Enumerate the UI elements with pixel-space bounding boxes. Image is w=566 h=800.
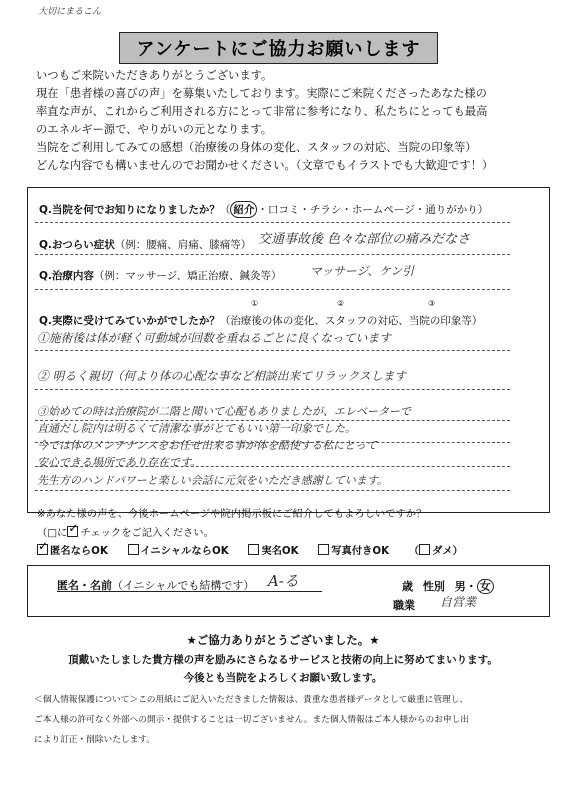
closing-line-1: 頂戴いたしました貴方様の声を励みにさらなるサービスと技術の向上に努めてまいります。: [68, 654, 498, 666]
q4-answer-line-5[interactable]: 今では体のメンテナンスをお任せ出来る事が体を酷使する私にとって: [37, 439, 377, 452]
q4-answer-line-4[interactable]: 直通だし院内は明るくて清潔な事がとてもいい第一印象でした。: [37, 422, 356, 435]
occupation-label: 職業: [393, 599, 415, 612]
consent-option-initials[interactable]: イニシャルならOK: [128, 545, 229, 557]
q3-answer[interactable]: マッサージ、ケン引: [310, 264, 414, 278]
consent-option-photo[interactable]: 写真付きOK: [318, 545, 389, 557]
title-banner: [119, 32, 438, 64]
q4-experience: [39, 313, 482, 328]
q4-rule-2: [35, 389, 510, 390]
name-underline: [57, 591, 322, 592]
q1-rule: [35, 222, 510, 223]
corner-handwritten-note: 大切にまるこん: [38, 7, 102, 17]
checkbox-icon[interactable]: [419, 544, 430, 555]
page-title: アンケートにご協力お願いします: [136, 39, 421, 60]
checkbox-icon[interactable]: [248, 544, 259, 555]
q4-label: Q.実際に受けてみていかがでしたか？: [39, 315, 220, 327]
q4-rule-4: [35, 442, 510, 443]
age-label: 歳: [402, 580, 413, 593]
consent-question: ※あなた様の声を、今後ホームページや院内掲示板にご紹介してもよろしいですか？: [37, 508, 427, 520]
q4-rule-1: [35, 350, 510, 351]
q1-selected-option[interactable]: 紹介: [230, 201, 257, 218]
age-gender-field: 歳 性別 男・ 女: [402, 578, 494, 594]
q1-options: ・口コミ・チラシ・ホームページ・通りがかり）: [257, 204, 489, 216]
q2-rule: [35, 254, 510, 255]
q4-rule-3: [35, 420, 510, 421]
closing-line-2: 今後とも当院をよろしくお願い致します。: [183, 672, 383, 684]
consent-option-realname[interactable]: 実名OK: [248, 545, 298, 557]
intro-line-1: いつもご来院いただきありがとうございます。: [36, 69, 273, 82]
q4-answer-line-7[interactable]: 先生方のハンドパワーと楽しい会話に元気をいただき感謝しています。: [37, 474, 388, 487]
intro-line-3: 率直な声が、これからご利用される方にとって非常に参考になり、私たちにとっても最高: [36, 105, 488, 118]
name-label: 匿名・名前: [57, 579, 112, 592]
consent-option-anonymous[interactable]: ✓匿名ならOK: [37, 545, 108, 557]
q3-treatment: [39, 268, 281, 283]
q4-rule-6: [35, 490, 510, 491]
consent-options: [37, 542, 463, 557]
privacy-line-1: ＜個人情報保護について＞この用紙にご記入いただきました情報は、貴重な患者様データとして厳重に管理し、: [34, 695, 469, 705]
gender-male[interactable]: 男: [454, 580, 466, 593]
q3-rule: [35, 289, 510, 290]
q4-examples: （治療後の体の変化、スタッフの対応、当院の印象等）: [219, 315, 483, 327]
q1-source: Q.当院を何でお知りになりましたか？（ 紹介 ・口コミ・チラシ・ホームページ・通りがかり）: [39, 201, 488, 218]
q4-answer-line-3[interactable]: ③始めての時は治療院が二階と聞いて心配もありましたが、エレベーターで: [37, 405, 411, 418]
q3-examples: （例：マッサージ、矯正治療、鍼灸等）: [93, 270, 282, 282]
occupation-value[interactable]: 自営業: [440, 595, 477, 609]
q2-label: Q.おつらい症状: [39, 239, 115, 251]
privacy-line-3: により訂正・削除いたします。: [34, 735, 155, 745]
q4-num-3: ③: [428, 299, 436, 308]
q2-examples: （例：腰痛、肩痛、膝痛等）: [114, 239, 252, 251]
name-hint: （イニシャルでも結構です）: [112, 579, 255, 592]
q4-rule-5: [35, 466, 510, 467]
intro-line-5: 当院をご利用してみての感想（治療後の身体の変化、スタッフの対応、当院の印象等）: [36, 141, 477, 154]
q1-label: Q.当院を何でお知りになりましたか？: [39, 204, 220, 216]
gender-label: 性別: [422, 580, 445, 593]
q4-answer-line-2[interactable]: ② 明るく親切（何より体の心配な事など相談出来てリラックスします: [37, 369, 407, 383]
name-value[interactable]: A-る: [268, 572, 299, 590]
q4-num-2: ②: [337, 299, 345, 308]
intro-line-6: どんな内容でも構いませんのでお聞かせください。（文章でもイラストでも大歓迎です！）: [36, 159, 494, 172]
sample-check-icon: [67, 526, 78, 537]
thanks-message: ★ご協力ありがとうございました。★: [186, 633, 380, 647]
q4-num-1: ①: [251, 299, 259, 308]
checkbox-icon[interactable]: [128, 544, 139, 555]
intro-line-4: のエネルギー源で、やりがいの元となります。: [36, 123, 273, 136]
gender-female-selected[interactable]: 女: [477, 579, 494, 594]
intro-line-2: 現在「患者様の喜びの声」を募集いたしております。実際にご来院くださったあなた様の: [36, 87, 487, 100]
q4-answer-line-6[interactable]: 安心できる場所であり存在です。: [37, 456, 202, 469]
q2-symptoms: [39, 237, 251, 252]
q2-answer[interactable]: 交通事故後 色々な部位の痛みだなさ: [258, 232, 471, 247]
consent-instruction: （□に✓ チェックをご記入ください。: [37, 524, 214, 539]
checkbox-icon[interactable]: [318, 544, 329, 555]
checkbox-checked-icon[interactable]: [37, 544, 48, 555]
consent-option-no[interactable]: （ ダメ）: [408, 545, 463, 557]
q3-label: Q.治療内容: [39, 270, 94, 282]
privacy-line-2: ご本人様の許可なく外部への開示・提供することは一切ございません。また個人情報はご本人様からのお申し出: [34, 715, 469, 725]
q4-answer-line-1[interactable]: ①施術後は体が軽く可動域が回数を重ねるごとに良くなっています: [37, 331, 391, 345]
